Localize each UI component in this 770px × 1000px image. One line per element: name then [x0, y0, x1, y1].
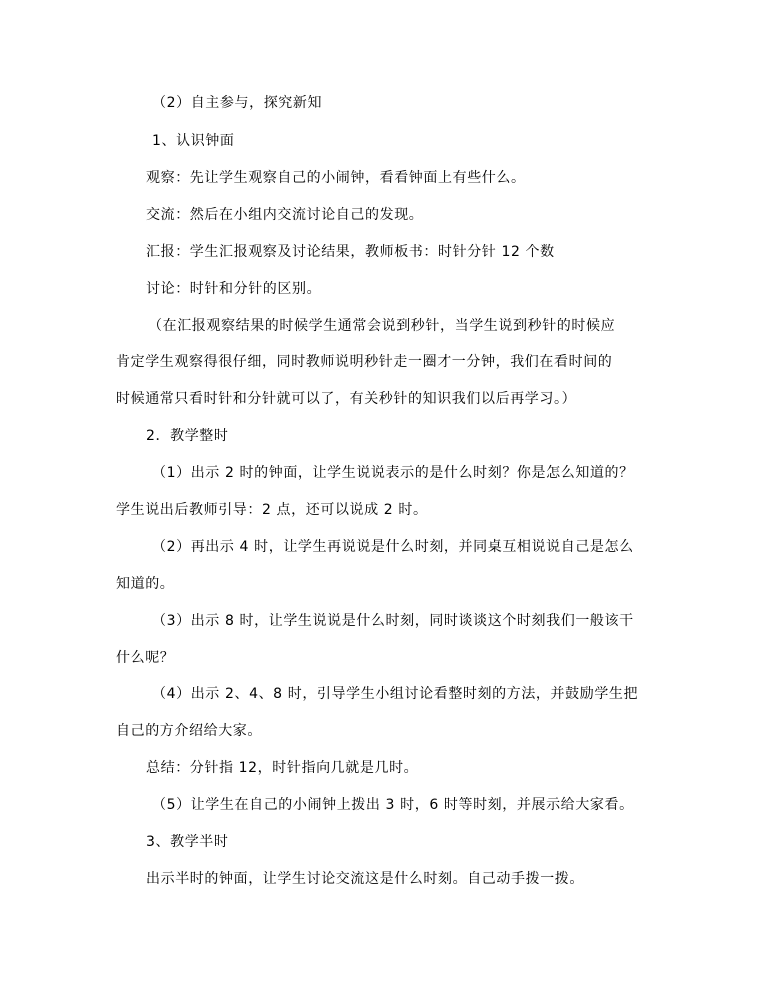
paragraph-report: 汇报：学生汇报观察及讨论结果，教师板书：时针分针 12 个数	[146, 244, 555, 260]
section-heading: （2）自主参与，探究新知	[152, 95, 323, 111]
paragraph-step-4-line-1: （4）出示 2、4、8 时，引导学生小组讨论看整时刻的方法，并鼓励学生把	[152, 686, 639, 702]
paragraph-note-line-3: 时候通常只看时针和分针就可以了，有关秒针的知识我们以后再学习。）	[116, 391, 577, 407]
paragraph-step-3-line-2: 什么呢？	[116, 650, 175, 666]
paragraph-step-3-line-1: （3）出示 8 时，让学生说说是什么时刻，同时谈谈这个时刻我们一般该干	[152, 613, 634, 629]
paragraph-step-1-line-2: 学生说出后教师引导：2 点，还可以说成 2 时。	[116, 502, 428, 518]
paragraph-discuss-group: 交流：然后在小组内交流讨论自己的发现。	[146, 207, 424, 223]
paragraph-note-line-1: （在汇报观察结果的时候学生通常会说到秒针，当学生说到秒针的时候应	[148, 318, 616, 334]
subheading-whole-hour: 2．教学整时	[146, 428, 229, 444]
paragraph-step-4-line-2: 自己的方介绍给大家。	[116, 723, 262, 739]
paragraph-half-hour: 出示半时的钟面，让学生讨论交流这是什么时刻。自己动手拨一拨。	[146, 871, 584, 887]
paragraph-step-2-line-1: （2）再出示 4 时，让学生再说说是什么时刻，并同桌互相说说自己是怎么	[152, 539, 634, 555]
paragraph-note-line-2: 肯定学生观察得很仔细，同时教师说明秒针走一圈才一分钟，我们在看时间的	[116, 354, 613, 370]
paragraph-discuss-hands: 讨论：时针和分针的区别。	[146, 281, 322, 297]
subheading-clock-face: 1、认识钟面	[152, 133, 235, 149]
paragraph-step-2-line-2: 知道的。	[116, 576, 175, 592]
paragraph-step-5: （5）让学生在自己的小闹钟上拨出 3 时，6 时等时刻，并展示给大家看。	[152, 797, 634, 813]
paragraph-summary: 总结：分针指 12，时针指向几就是几时。	[146, 760, 419, 776]
paragraph-step-1-line-1: （1）出示 2 时的钟面，让学生说说表示的是什么时刻？你是怎么知道的？	[152, 465, 634, 481]
subheading-half-hour: 3、教学半时	[146, 834, 229, 850]
paragraph-observe: 观察：先让学生观察自己的小闹钟，看看钟面上有些什么。	[146, 170, 526, 186]
